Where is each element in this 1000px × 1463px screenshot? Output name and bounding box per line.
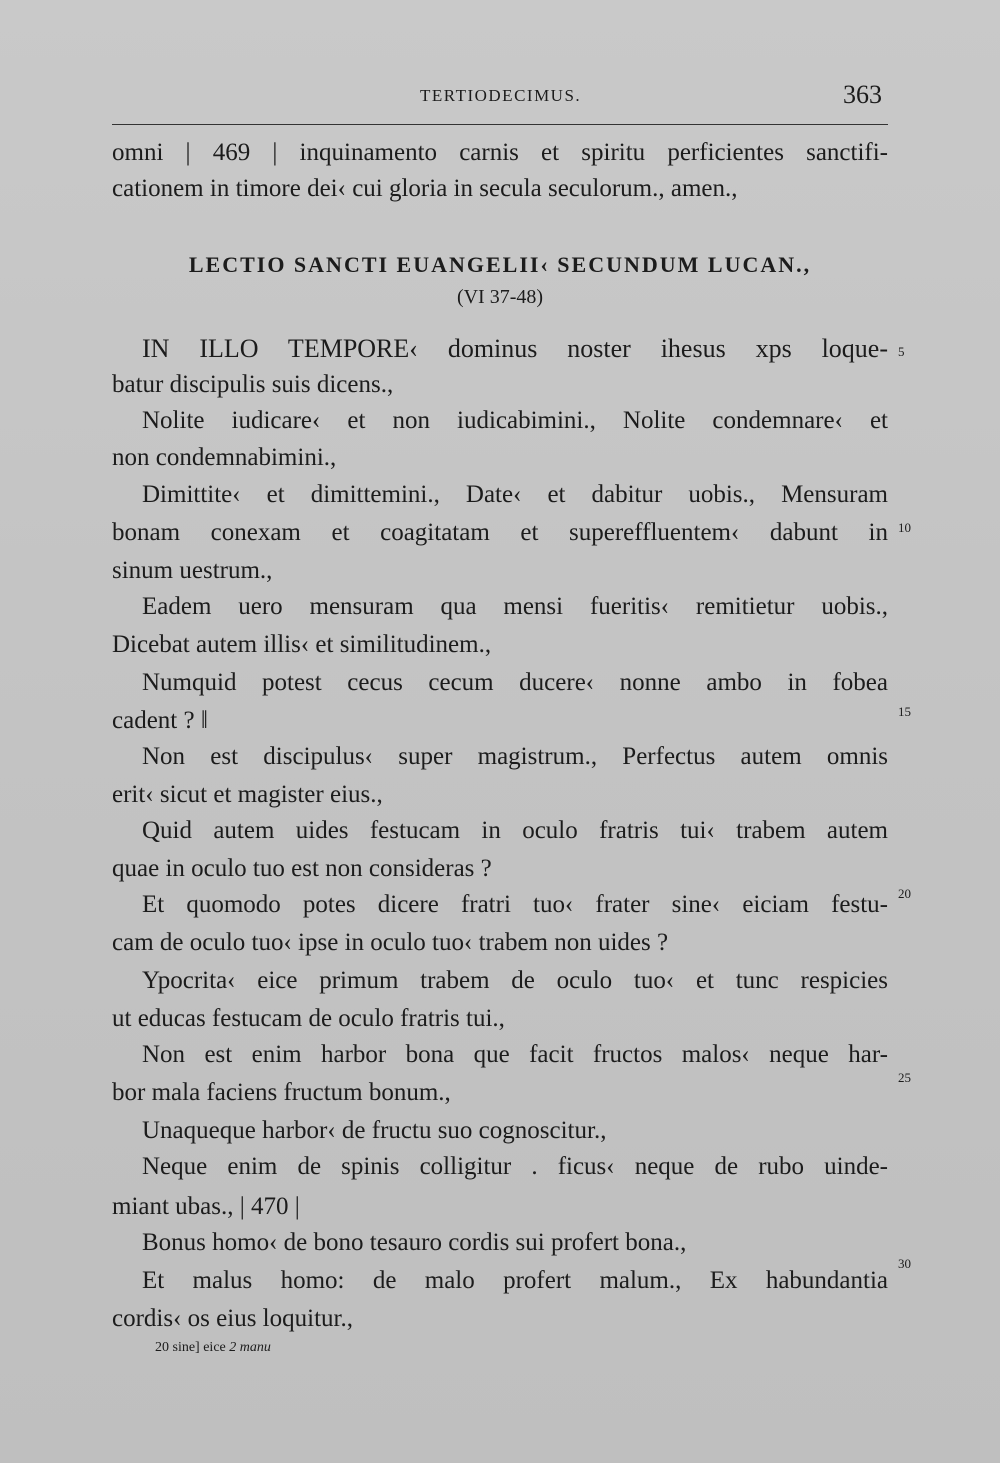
text-line: bor mala faciens fructum bonum.,	[112, 1079, 451, 1106]
section-reference: (VI 37-48)	[456, 286, 544, 308]
text-line: sinum uestrum.,	[112, 557, 273, 584]
page-number: 363	[843, 80, 882, 109]
margin-line-number: 30	[898, 1256, 911, 1271]
text-line: quae in oculo tuo est non consideras ?	[112, 855, 492, 882]
section-heading: LECTIO SANCTI EUANGELII‹ SECUNDUM LUCAN.,	[188, 252, 812, 277]
text-line: Numquid potest cecus cecum ducere‹ nonne ambo in fobea	[142, 669, 888, 696]
text-line: bonam conexam et coagitatam et supereffluentem‹ dabunt in	[112, 519, 888, 546]
footnote-hand-note: 2 manu	[229, 1340, 271, 1355]
margin-line-number: 10	[898, 520, 911, 535]
text-line: miant ubas., | 470 |	[112, 1193, 300, 1220]
text-line: Ypocrita‹ eice primum trabem de oculo tuo‹ et tunc respicies	[142, 967, 888, 994]
text-line: Dimittite‹ et dimittemini., Date‹ et dabitur uobis., Mensuram	[142, 481, 888, 508]
text-line: Bonus homo‹ de bono tesauro cordis sui profert bona.,	[142, 1229, 687, 1256]
text-line: cam de oculo tuo‹ ipse in oculo tuo‹ trabem non uides ?	[112, 929, 669, 956]
text-line: cadent ? ‖	[112, 707, 208, 734]
text-line: Non est enim harbor bona que facit fructos malos‹ neque har-	[142, 1041, 888, 1068]
text-line: batur discipulis suis dicens.,	[112, 371, 394, 398]
margin-line-number: 15	[898, 704, 911, 719]
margin-line-number: 20	[898, 886, 911, 901]
text-line: Quid autem uides festucam in oculo fratris tui‹ trabem autem	[142, 817, 888, 844]
text-line: Unaqueque harbor‹ de fructu suo cognoscitur.,	[142, 1117, 607, 1144]
text-line: cationem in timore dei‹ cui gloria in secula seculorum., amen.,	[112, 175, 738, 202]
text-line: Eadem uero mensuram qua mensi fueritis‹ remitietur uobis.,	[142, 593, 888, 620]
text-line: cordis‹ os eius loquitur.,	[112, 1305, 353, 1332]
text-line: Et quomodo potes dicere fratri tuo‹ frater sine‹ eiciam festu-	[142, 891, 888, 918]
text-line: Et malus homo: de malo profert malum., Ex habundantia	[142, 1267, 888, 1294]
header-rule	[112, 124, 888, 125]
text-line: Dicebat autem illis‹ et similitudinem.,	[112, 631, 492, 658]
footnote-text: 20 sine] eice	[155, 1340, 226, 1355]
text-line: IN ILLO TEMPORE‹ dominus noster ihesus xps loque-	[142, 334, 888, 363]
margin-line-number: 25	[898, 1070, 911, 1085]
text-line: omni | 469 | inquinamento carnis et spiritu perficientes sanctifi-	[112, 139, 888, 166]
text-line: erit‹ sicut et magister eius.,	[112, 781, 383, 808]
text-line: Neque enim de spinis colligitur . ficus‹ neque de rubo uinde-	[142, 1153, 888, 1180]
margin-line-number: 5	[898, 344, 905, 359]
footnote	[155, 1340, 271, 1356]
text-line: Non est discipulus‹ super magistrum., Perfectus autem omnis	[142, 743, 888, 770]
text-line: ut educas festucam de oculo fratris tui.,	[112, 1005, 505, 1032]
text-line: non condemnabimini.,	[112, 444, 337, 471]
running-head: TERTIODECIMUS.	[420, 86, 582, 105]
text-line: Nolite iudicare‹ et non iudicabimini., Nolite condemnare‹ et	[142, 407, 888, 434]
